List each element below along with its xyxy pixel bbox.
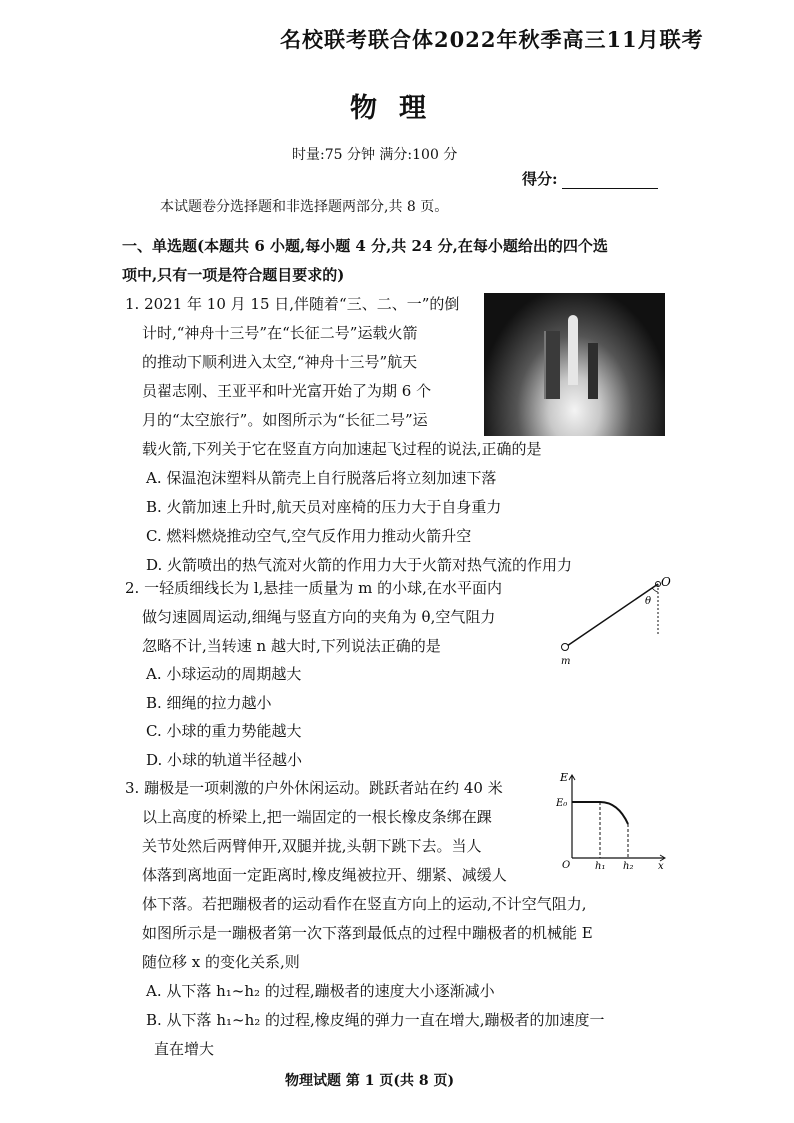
q1-option-c: C. 燃料燃烧推动空气,空气反作用力推动火箭升空 bbox=[146, 527, 472, 545]
page-footer: 物理试题 第 1 页(共 8 页) bbox=[285, 1073, 455, 1089]
time-score-info: 时量:75 分钟 满分:100 分 bbox=[292, 147, 458, 163]
q1-line: 员翟志刚、王亚平和叶光富开始了为期 6 个 bbox=[142, 382, 432, 400]
rocket-body bbox=[568, 315, 578, 385]
q1-line: 1. 2021 年 10 月 15 日,伴随着“三、二、一”的倒 bbox=[125, 295, 460, 313]
q2-line: 2. 一轻质细线长为 l,悬挂一质量为 m 的小球,在水平面内 bbox=[125, 579, 502, 597]
q2-line: 忽略不计,当转速 n 越大时,下列说法正确的是 bbox=[142, 637, 441, 655]
angle-label: θ bbox=[645, 596, 652, 607]
launch-tower-right bbox=[588, 343, 598, 399]
y-axis-label: E bbox=[560, 772, 569, 784]
origin-label: O bbox=[562, 860, 571, 871]
pivot-label: O bbox=[661, 575, 671, 589]
exam-header-title: 名校联考联合体2022年秋季高三11月联考 bbox=[280, 27, 704, 52]
q2-line: 做匀速圆周运动,细绳与竖直方向的夹角为 θ,空气阻力 bbox=[142, 608, 496, 626]
q3-line: 体落到离地面一定距离时,橡皮绳被拉开、绷紧、减缓人 bbox=[142, 866, 507, 884]
q3-line: 随位移 x 的变化关系,则 bbox=[142, 953, 300, 971]
subject-title: 物理 bbox=[350, 93, 448, 124]
q1-option-b: B. 火箭加速上升时,航天员对座椅的压力大于自身重力 bbox=[146, 498, 502, 516]
q3-line: 以上高度的桥梁上,把一端固定的一根长橡皮条绑在踝 bbox=[142, 808, 492, 826]
q3-option-a: A. 从下落 h₁~h₂ 的过程,蹦极者的速度大小逐渐减小 bbox=[146, 982, 495, 1000]
q1-line: 载火箭,下列关于它在竖直方向加速起飞过程的说法,正确的是 bbox=[142, 440, 542, 458]
q3-line: 体下落。若把蹦极者的运动看作在竖直方向上的运动,不计空气阻力, bbox=[142, 895, 587, 913]
energy-displacement-graph bbox=[556, 772, 671, 872]
q2-option-d: D. 小球的轨道半径越小 bbox=[146, 751, 303, 769]
mass-label: m bbox=[561, 656, 571, 667]
q1-option-a: A. 保温泡沫塑料从箭壳上自行脱落后将立刻加速下落 bbox=[146, 469, 497, 487]
launch-tower bbox=[544, 331, 560, 399]
score-field bbox=[522, 168, 658, 189]
score-label: 得分: bbox=[522, 170, 558, 188]
q1-line: 月的“太空旅行”。如图所示为“长征二号”运 bbox=[142, 411, 428, 429]
q3-line: 关节处然后两臂伸开,双腿并拢,头朝下跳下去。当人 bbox=[142, 837, 482, 855]
h1-label: h₁ bbox=[595, 861, 606, 872]
q3-line: 3. 蹦极是一项刺激的户外休闲运动。跳跃者站在约 40 米 bbox=[125, 779, 503, 797]
h2-label: h₂ bbox=[623, 861, 634, 872]
section1-title-line1: 一、单选题(本题共 6 小题,每小题 4 分,共 24 分,在每小题给出的四个选 bbox=[122, 237, 608, 255]
q2-option-c: C. 小球的重力势能越大 bbox=[146, 722, 302, 740]
pendulum-diagram bbox=[555, 574, 675, 669]
score-blank-line bbox=[562, 174, 658, 189]
q1-line: 的推动下顺利进入太空,“神舟十三号”航天 bbox=[142, 353, 418, 371]
ball bbox=[562, 644, 569, 651]
string-line bbox=[567, 584, 658, 646]
q1-option-d: D. 火箭喷出的热气流对火箭的作用力大于火箭对热气流的作用力 bbox=[146, 556, 573, 574]
q2-option-b: B. 细绳的拉力越小 bbox=[146, 694, 272, 712]
q1-line: 计时,“神舟十三号”在“长征二号”运载火箭 bbox=[142, 324, 418, 342]
section1-title-line2: 项中,只有一项是符合题目要求的) bbox=[122, 266, 345, 284]
q3-option-b: B. 从下落 h₁~h₂ 的过程,橡皮绳的弹力一直在增大,蹦极者的加速度一 bbox=[146, 1011, 605, 1029]
angle-arc bbox=[652, 588, 658, 592]
q3-option-b-cont: 直在增大 bbox=[154, 1040, 215, 1058]
x-axis-label: x bbox=[658, 861, 664, 872]
rocket-launch-photo bbox=[484, 293, 665, 436]
e0-label: E₀ bbox=[556, 798, 568, 809]
q3-line: 如图所示是一蹦极者第一次下落到最低点的过程中蹦极者的机械能 E bbox=[142, 924, 593, 942]
q2-option-a: A. 小球运动的周期越大 bbox=[146, 665, 302, 683]
intro-text: 本试题卷分选择题和非选择题两部分,共 8 页。 bbox=[160, 199, 449, 215]
